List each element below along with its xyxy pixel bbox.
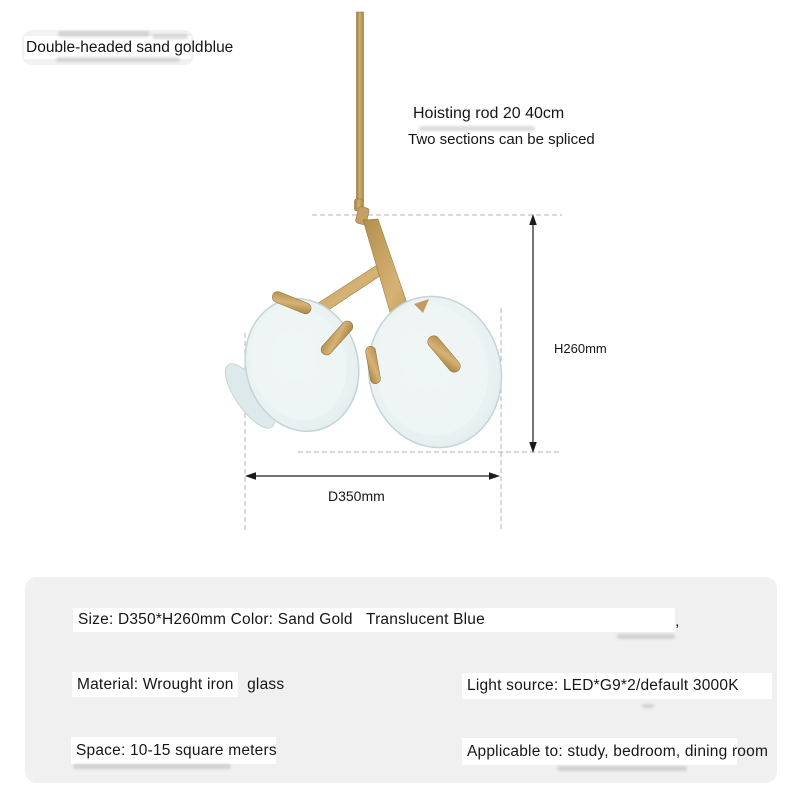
erased-text-smudge — [642, 704, 654, 708]
spec-light-source-row — [462, 673, 772, 699]
height-dimension-label: H260mm — [554, 341, 607, 356]
erased-text-smudge — [557, 766, 687, 771]
spec-space-row — [71, 737, 276, 764]
erased-text-smudge — [73, 764, 231, 769]
spec-size-text: Size: D350*H260mm Color: Sand Gold Translucent Blue — [78, 611, 485, 628]
spec-applicable-text: Applicable to: study, bedroom, dining room — [467, 743, 769, 760]
spec-material-text: Material: Wrought iron glass — [77, 676, 285, 693]
spec-material-row — [72, 672, 285, 697]
spec-size-trailing-mark: , — [675, 613, 680, 630]
rod-note-line1: Hoisting rod 20 40cm — [413, 105, 565, 122]
erased-text-smudge — [617, 634, 675, 639]
spec-light-source-text: Light source: LED*G9*2/default 3000K — [467, 677, 739, 694]
height-dimension-arrow — [529, 214, 537, 453]
erased-text-smudge — [58, 31, 150, 37]
erased-text-smudge — [56, 57, 180, 62]
spec-size-row — [73, 608, 675, 632]
spec-applicable-row — [462, 738, 769, 765]
diameter-dimension-arrow — [245, 472, 500, 480]
spec-panel — [25, 577, 777, 783]
variant-name: Double-headed sand gold — [26, 39, 204, 56]
diameter-dimension-label: D350mm — [328, 488, 385, 504]
spec-space-text: Space: 10-15 square meters — [76, 742, 277, 759]
variant-suffix: blue — [204, 39, 234, 56]
hanging-rod — [357, 12, 364, 201]
erased-text-smudge — [152, 34, 188, 39]
rod-note-line2: Two sections can be spliced — [408, 131, 595, 148]
